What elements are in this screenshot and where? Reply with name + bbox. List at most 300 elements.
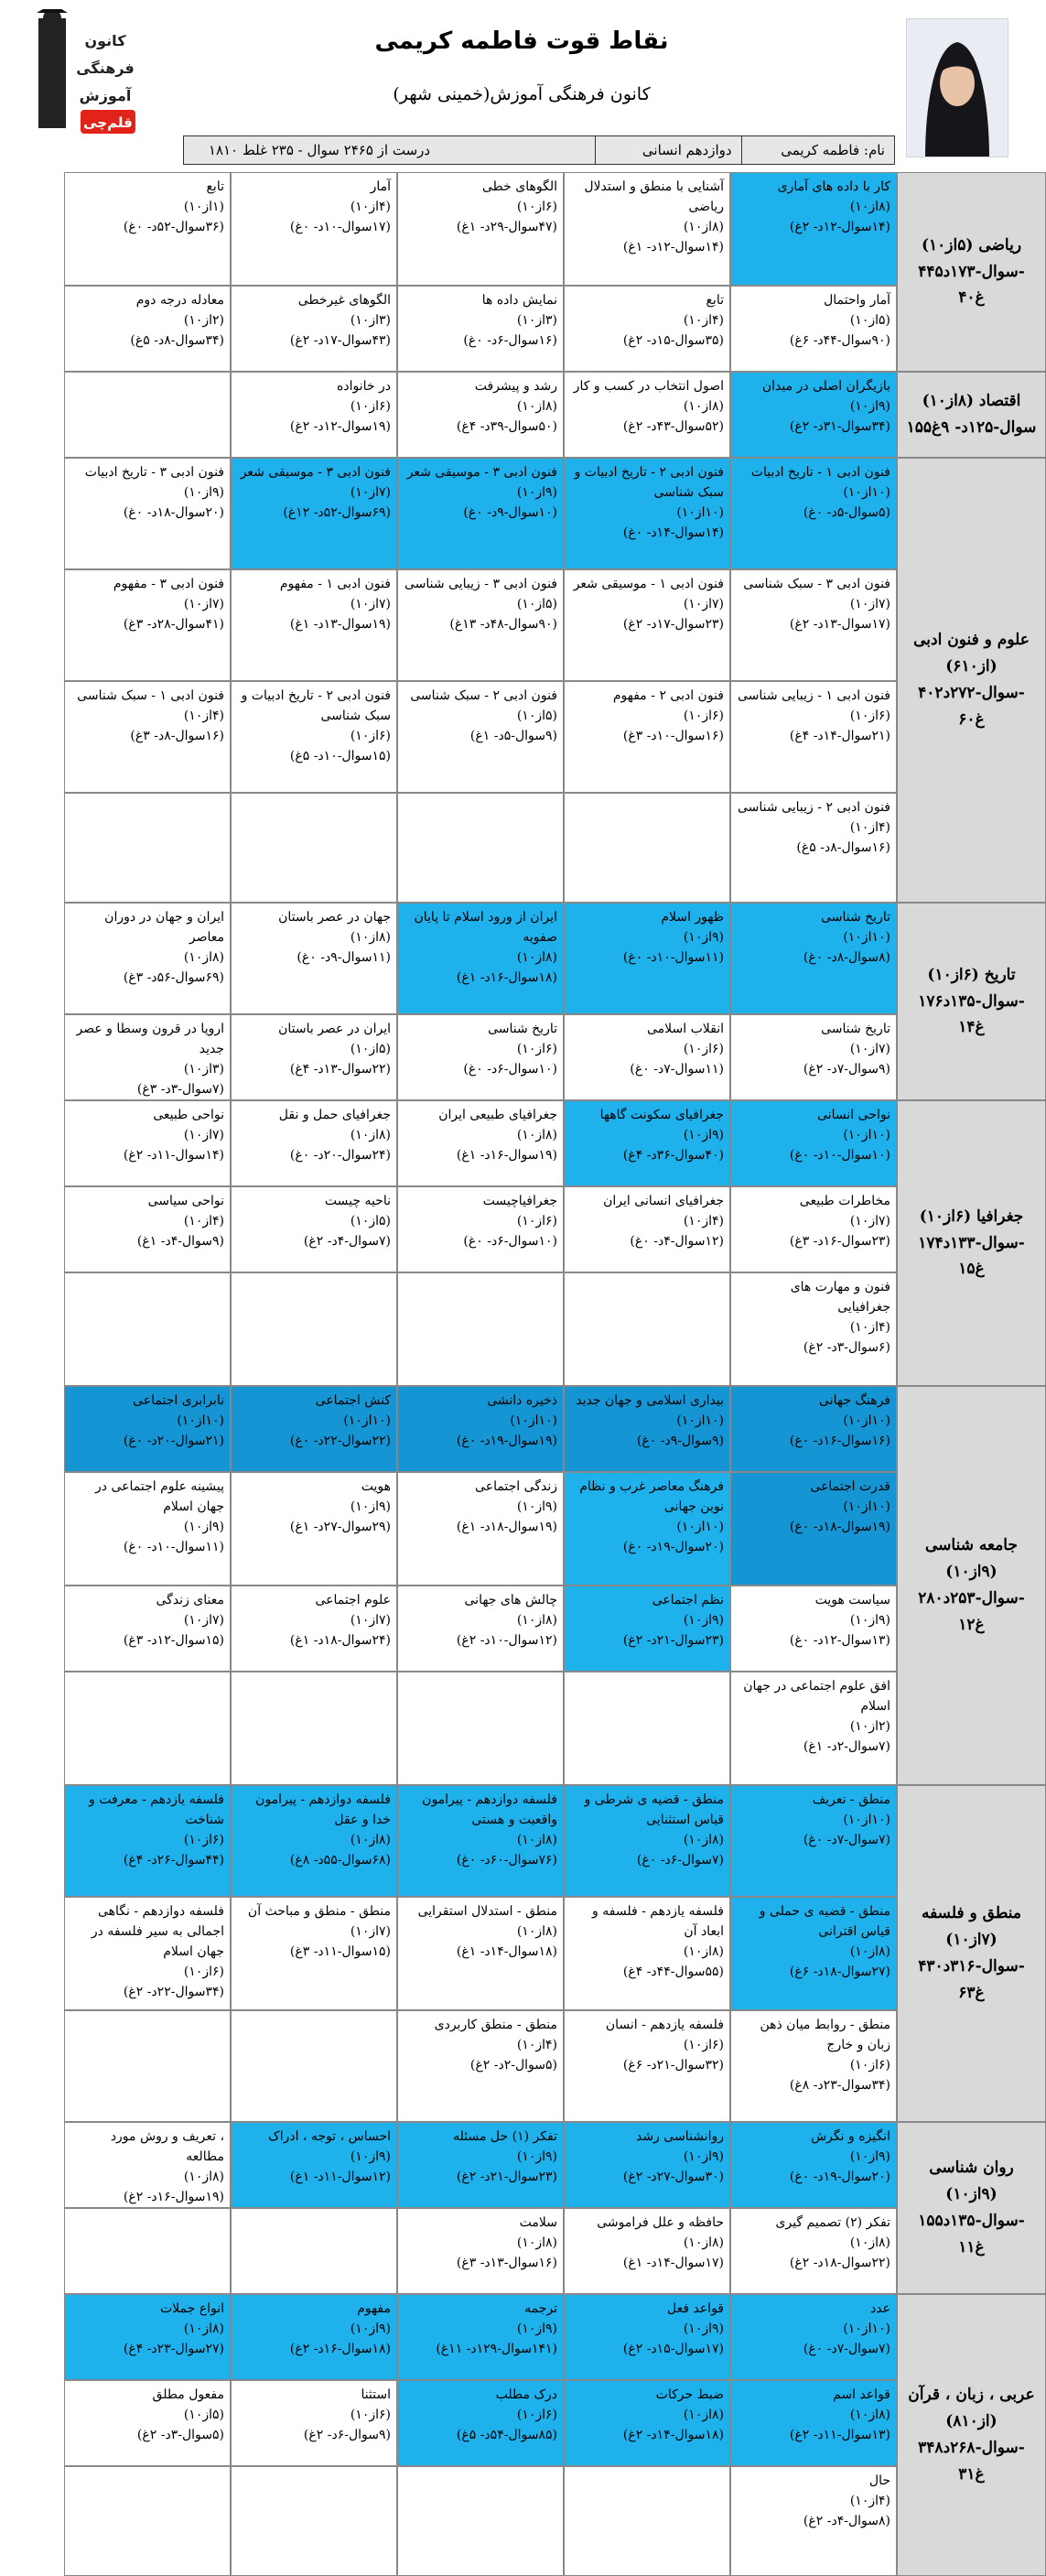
- topic-counts: (۲۳سوال-۱۶د- ۳غ): [789, 1234, 890, 1249]
- empty-cell: [231, 1672, 397, 1785]
- topic-score: (۴از۱۰): [183, 709, 224, 723]
- topic-name: فنون ادبی ۳ - موسیقی شعر: [406, 465, 557, 480]
- topic-counts: (۱۶سوال-۱۶د- ۰غ): [789, 1434, 890, 1448]
- topic-score: (۶از۱۰): [350, 399, 391, 414]
- topic-name: منطق - منطق کاربردی: [434, 2018, 557, 2032]
- topic-cell: [64, 2380, 231, 2466]
- topic-cell: [397, 2294, 564, 2380]
- topic-name: جهان در عصر باستان: [278, 910, 391, 925]
- topic-name: مفهوم: [357, 2301, 391, 2316]
- topic-counts: (۲۲سوال-۲۲د- ۰غ): [289, 1434, 391, 1448]
- topic-score: (۶از۱۰): [516, 2408, 557, 2422]
- topic-cell: [730, 2010, 897, 2122]
- topic-score: (۹از۱۰): [683, 2149, 724, 2164]
- topic-name: ایران و جهان در دوران معاصر: [104, 910, 224, 945]
- topic-cell: [397, 2122, 564, 2208]
- topic-score: (۹از۱۰): [183, 1520, 224, 1534]
- topic-name: ذخیره دانشی: [487, 1393, 557, 1408]
- topic-counts: (۱۴سوال-۱۱د- ۲غ): [123, 1148, 224, 1163]
- topic-cell: [730, 2380, 897, 2466]
- topic-cell: [231, 372, 397, 458]
- topic-name: فرهنگ جهانی: [819, 1393, 890, 1408]
- subject-label: تاریخ (۶از۱۰) ۱۷۶سوال-۱۳۵د- ۱۴غ: [897, 903, 1046, 1100]
- topic-counts: (۹سوال-۹د- ۰غ): [636, 1434, 724, 1448]
- topic-name: ایران در عصر باستان: [278, 1022, 391, 1036]
- empty-cell: [564, 1672, 730, 1785]
- topic-name: معنای زندگی: [156, 1593, 224, 1607]
- topic-counts: (۱۷سوال-۱۵د- ۲غ): [622, 2342, 724, 2356]
- topic-cell: [564, 286, 730, 372]
- topic-cell: [64, 1386, 231, 1472]
- topic-cell: [64, 1586, 231, 1672]
- topic-cell: [730, 172, 897, 286]
- topic-score: (۸از۱۰): [350, 1128, 391, 1142]
- topic-cell: [397, 1897, 564, 2010]
- topic-cell: [231, 569, 397, 681]
- topic-cell: [730, 1272, 897, 1386]
- topic-counts: (۱۸سوال-۱۶د- ۱غ): [456, 970, 557, 985]
- topic-cell: [564, 1785, 730, 1897]
- empty-cell: [231, 2010, 397, 2122]
- topic-counts: (۹سوال-۶د- ۲غ): [303, 2428, 391, 2442]
- topic-counts: (۲۰سوال-۱۸د- ۰غ): [123, 505, 224, 520]
- topic-counts: (۱۹سوال-۱۸د- ۰غ): [789, 1520, 890, 1534]
- topic-counts: (۲۷سوال-۲۳د- ۴غ): [123, 2342, 224, 2356]
- topic-score: (۱۰از۱۰): [343, 1413, 391, 1428]
- topic-counts: (۱۲سوال-۱۰د- ۲غ): [456, 1633, 557, 1648]
- topic-score: (۶از۱۰): [683, 709, 724, 723]
- topic-counts: (۲۰سوال-۱۹د- ۰غ): [622, 1540, 724, 1554]
- topic-name: الگوهای خطی: [482, 179, 557, 194]
- topic-counts: (۱۹سوال-۱۶د- ۱غ): [456, 1148, 557, 1163]
- topic-counts: (۱۹سوال-۱۸د- ۱غ): [456, 1520, 557, 1534]
- subject-label: جامعه شناسی (۹از۱۰) ۲۸۰سوال-۲۵۳د- ۱۲غ: [897, 1386, 1046, 1785]
- topic-cell: [564, 1100, 730, 1186]
- topic-name: قدرت اجتماعی: [810, 1479, 890, 1494]
- topic-name: ترجمه: [524, 2301, 557, 2316]
- topic-name: روانشناسی رشد: [636, 2129, 724, 2144]
- subject-label: ریاضی (۵از۱۰) ۴۴۵سوال-۱۷۳د- ۴۰غ: [897, 172, 1046, 372]
- topic-name: فنون ادبی ۲ - تاریخ ادبیات و سبک شناسی: [241, 688, 391, 723]
- topic-score: (۴از۱۰): [516, 2038, 557, 2052]
- topic-counts: (۹سوال-۵د- ۱غ): [469, 729, 557, 743]
- topic-score: (۳از۱۰): [183, 1062, 224, 1077]
- topic-name: سیاست هویت: [814, 1593, 890, 1607]
- topic-counts: (۲۳سوال-۱۷د- ۲غ): [622, 617, 724, 632]
- topic-score: (۵از۱۰): [516, 597, 557, 612]
- topic-cell: [730, 458, 897, 569]
- subject-label: اقتصاد (۸از۱۰) ۱۵۵سوال-۱۲۵د- ۹غ: [897, 372, 1046, 458]
- topic-cell: [564, 1014, 730, 1100]
- topic-name: الگوهای غیرخطی: [297, 293, 391, 308]
- student-grade: دوازدهم انسانی: [595, 136, 740, 164]
- topic-cell: [397, 1186, 564, 1272]
- topic-score: (۹از۱۰): [350, 2149, 391, 2164]
- topic-cell: [397, 681, 564, 793]
- topic-name: آشنایی با منطق و استدلال ریاضی: [584, 179, 724, 214]
- topic-score: (۱۰از۱۰): [843, 930, 890, 945]
- topic-name: نظم اجتماعی: [652, 1593, 724, 1607]
- topic-counts: (۹سوال-۴د- ۱غ): [136, 1234, 224, 1249]
- topic-counts: (۵۵سوال-۴۴د- ۴غ): [622, 1964, 724, 1979]
- topic-name: انقلاب اسلامی: [647, 1022, 724, 1036]
- topic-counts: (۷سوال-۶د- ۰غ): [636, 1853, 724, 1867]
- topic-score: (۸از۱۰): [683, 1944, 724, 1959]
- topic-name: فنون ادبی ۳ - تاریخ ادبیات: [84, 465, 224, 480]
- topic-name: ضبط حرکات: [655, 2387, 724, 2402]
- topic-name: تاریخ شناسی: [488, 1022, 557, 1036]
- topic-counts: (۱۸سوال-۱۴د- ۲غ): [622, 2428, 724, 2442]
- topic-name: حافظه و علل فراموشی: [597, 2215, 724, 2230]
- topic-name: بازیگران اصلی در میدان: [761, 379, 890, 394]
- topic-cell: [64, 1897, 231, 2010]
- topic-score: (۷از۱۰): [683, 597, 724, 612]
- topic-name: نواحی طبیعی: [153, 1108, 224, 1122]
- topic-score: (۶از۱۰): [516, 200, 557, 214]
- empty-cell: [64, 2466, 231, 2576]
- topic-cell: [564, 2380, 730, 2466]
- topic-name: منطق - قضیه ی حملی و قیاس اقترانی: [759, 1904, 890, 1939]
- topic-counts: (۲۳سوال-۲۱د- ۲غ): [622, 1633, 724, 1648]
- topic-counts: (۲۱سوال-۲۰د- ۰غ): [123, 1434, 224, 1448]
- topic-score: (۲از۱۰): [849, 1719, 890, 1734]
- empty-cell: [64, 1272, 231, 1386]
- topic-score: (۸از۱۰): [849, 2408, 890, 2422]
- topic-name: مخاطرات طبیعی: [799, 1194, 890, 1208]
- topic-name: درک مطلب: [495, 2387, 557, 2402]
- topic-cell: [730, 2122, 897, 2208]
- topic-score: (۴از۱۰): [849, 1320, 890, 1335]
- topic-name: بیداری اسلامی و جهان جدید: [576, 1393, 724, 1408]
- topic-counts: (۷سوال-۷د- ۰غ): [803, 1833, 890, 1847]
- topic-counts: (۵سوال-۲د- ۲غ): [469, 2058, 557, 2073]
- topic-score: (۱۰از۱۰): [843, 1128, 890, 1142]
- topic-counts: (۷سوال-۷د- ۰غ): [803, 2342, 890, 2356]
- topic-cell: [397, 1586, 564, 1672]
- topic-cell: [564, 1897, 730, 2010]
- topic-counts: (۳۴سوال-۲۳د- ۸غ): [789, 2078, 890, 2093]
- topic-name: افق علوم اجتماعی در جهان اسلام: [743, 1679, 890, 1714]
- topic-cell: [231, 1186, 397, 1272]
- topic-score: (۱۰از۱۰): [177, 1413, 224, 1428]
- topic-score: (۹از۱۰): [183, 485, 224, 500]
- topic-cell: [564, 1386, 730, 1472]
- topic-counts: (۷سوال-۳د- ۳غ): [136, 1082, 224, 1097]
- topic-score: (۶از۱۰): [183, 1833, 224, 1847]
- topic-counts: (۱۴سوال-۱۲د- ۱غ): [622, 240, 724, 254]
- topic-counts: (۱۵سوال-۱۰د- ۵غ): [289, 749, 391, 763]
- topic-cell: [564, 2294, 730, 2380]
- topic-score: (۸از۱۰): [183, 2170, 224, 2184]
- topic-score: (۴از۱۰): [683, 313, 724, 328]
- topic-score: (۱۰از۱۰): [676, 1413, 724, 1428]
- topic-cell: [564, 1186, 730, 1272]
- topic-cell: [564, 1472, 730, 1586]
- topic-cell: [231, 1586, 397, 1672]
- empty-cell: [64, 372, 231, 458]
- topic-cell: [397, 2010, 564, 2122]
- topic-name: جغرافیای سکونت گاهها: [599, 1108, 724, 1122]
- topic-score: (۸از۱۰): [350, 930, 391, 945]
- empty-cell: [231, 1272, 397, 1386]
- topic-counts: (۱۴۱سوال-۱۲۹د- ۱۱غ): [436, 2342, 557, 2356]
- topic-score: (۷از۱۰): [350, 1924, 391, 1939]
- topic-score: (۷از۱۰): [350, 1613, 391, 1628]
- topic-score: (۸از۱۰): [683, 2235, 724, 2250]
- topic-cell: [231, 1897, 397, 2010]
- topic-counts: (۱۴سوال-۱۲د- ۲غ): [789, 220, 890, 234]
- topic-counts: (۱۰سوال-۹د- ۰غ): [463, 505, 557, 520]
- topic-name: فلسفه یازدهم - انسان: [605, 2018, 724, 2032]
- topic-counts: (۶۹سوال-۵۲د- ۱۲غ): [283, 505, 391, 520]
- topic-name: فنون ادبی ۱ - سبک شناسی: [77, 688, 224, 703]
- topic-score: (۱۰از۱۰): [676, 505, 724, 520]
- topic-cell: [730, 1386, 897, 1472]
- topic-counts: (۵۰سوال-۳۹د- ۴غ): [456, 419, 557, 434]
- empty-cell: [397, 793, 564, 903]
- subject-label: عربی ، زبان ، قرآن (۸از۱۰) ۳۴۸سوال-۲۶۸د- ۳۱غ: [897, 2294, 1046, 2576]
- topic-score: (۵از۱۰): [350, 1042, 391, 1056]
- topic-name: مفعول مطلق: [152, 2387, 224, 2402]
- topic-score: (۶از۱۰): [516, 1214, 557, 1228]
- topic-counts: (۳۲سوال-۲۱د- ۶غ): [622, 2058, 724, 2073]
- topic-score: (۷از۱۰): [849, 1214, 890, 1228]
- topic-name: ، تعریف و روش مورد مطالعه: [110, 2129, 224, 2164]
- topic-cell: [64, 1785, 231, 1897]
- topic-score: (۸از۱۰): [516, 1613, 557, 1628]
- topic-counts: (۲۱سوال-۱۴د- ۴غ): [789, 729, 890, 743]
- topic-counts: (۱۶سوال-۸د- ۳غ): [130, 729, 224, 743]
- topic-cell: [231, 1785, 397, 1897]
- topic-score: (۶از۱۰): [516, 1042, 557, 1056]
- topic-score: (۸از۱۰): [350, 1833, 391, 1847]
- topic-cell: [64, 1100, 231, 1186]
- topic-counts: (۴۰سوال-۳۶د- ۴غ): [622, 1148, 724, 1163]
- topic-score: (۶از۱۰): [350, 729, 391, 743]
- topic-score: (۴از۱۰): [683, 1214, 724, 1228]
- topic-counts: (۳۰سوال-۲۷د- ۲غ): [622, 2170, 724, 2184]
- topic-name: پیشینه علوم اجتماعی در جهان اسلام: [95, 1479, 224, 1514]
- topic-name: فنون ادبی ۱ - موسیقی شعر: [573, 577, 724, 591]
- topic-score: (۸از۱۰): [516, 1128, 557, 1142]
- empty-cell: [397, 1672, 564, 1785]
- topic-counts: (۱۹سوال-۱۹د- ۰غ): [456, 1434, 557, 1448]
- topic-cell: [397, 2380, 564, 2466]
- topic-counts: (۲۲سوال-۱۳د- ۴غ): [289, 1062, 391, 1077]
- topic-counts: (۵۲سوال-۴۳د- ۲غ): [622, 419, 724, 434]
- topic-cell: [64, 172, 231, 286]
- topic-name: آمار: [370, 179, 391, 194]
- topic-name: ایران از ورود اسلام تا پایان صفویه: [414, 910, 557, 945]
- topic-counts: (۵سوال-۳د- ۲غ): [136, 2428, 224, 2442]
- topic-name: قواعد فعل: [666, 2301, 724, 2316]
- topic-counts: (۴۷سوال-۲۹د- ۱غ): [456, 220, 557, 234]
- topic-counts: (۱۹سوال-۱۲د- ۲غ): [289, 419, 391, 434]
- topic-counts: (۱۵سوال-۱۲د- ۳غ): [123, 1633, 224, 1648]
- topic-counts: (۹۰سوال-۴۸د- ۱۳غ): [449, 617, 557, 632]
- topic-cell: [397, 458, 564, 569]
- topic-score: (۷از۱۰): [849, 597, 890, 612]
- student-name: نام: فاطمه کریمی: [741, 136, 894, 164]
- topic-score: (۹از۱۰): [683, 1613, 724, 1628]
- topic-cell: [564, 2208, 730, 2294]
- topic-cell: [564, 681, 730, 793]
- topic-name: قواعد اسم: [833, 2387, 890, 2402]
- topic-cell: [730, 1100, 897, 1186]
- topic-name: فرهنگ معاصر غرب و نظام نوین جهانی: [579, 1479, 724, 1514]
- topic-score: (۶از۱۰): [683, 1042, 724, 1056]
- topic-cell: [730, 2466, 897, 2576]
- topic-name: تاریخ شناسی: [821, 910, 890, 925]
- topic-score: (۸از۱۰): [516, 399, 557, 414]
- topic-cell: [564, 2010, 730, 2122]
- topic-counts: (۱۰سوال-۱۰د- ۰غ): [789, 1148, 890, 1163]
- topic-cell: [397, 1014, 564, 1100]
- empty-cell: [231, 793, 397, 903]
- topic-name: ناحیه چیست: [324, 1194, 391, 1208]
- topic-score: (۴از۱۰): [350, 200, 391, 214]
- topic-counts: (۸سوال-۴د- ۲غ): [803, 2514, 890, 2528]
- empty-cell: [397, 2466, 564, 2576]
- topic-name: کار با داده های آماری: [777, 179, 890, 194]
- topic-cell: [231, 681, 397, 793]
- topic-counts: (۸۵سوال-۵۴د- ۵غ): [456, 2428, 557, 2442]
- topic-counts: (۱۲سوال-۴د- ۰غ): [630, 1234, 724, 1249]
- topic-name: تابع: [206, 179, 224, 194]
- topic-counts: (۱۱سوال-۱۰د- ۰غ): [622, 950, 724, 965]
- topic-name: تابع: [706, 293, 724, 308]
- topic-cell: [231, 286, 397, 372]
- topic-score: (۳از۱۰): [516, 313, 557, 328]
- topic-counts: (۴۴سوال-۲۶د- ۴غ): [123, 1853, 224, 1867]
- topic-score: (۴از۱۰): [849, 2494, 890, 2508]
- topic-score: (۶از۱۰): [849, 709, 890, 723]
- report-header: [0, 0, 1046, 170]
- topic-name: عدد: [870, 2301, 890, 2316]
- topic-counts: (۶سوال-۳د- ۲غ): [803, 1340, 890, 1355]
- logo-line-2: فرهنگی: [76, 60, 135, 77]
- logo-line-4: قلم‌چی: [83, 114, 133, 131]
- topic-score: (۶از۱۰): [350, 2408, 391, 2422]
- topic-cell: [231, 1100, 397, 1186]
- topic-cell: [64, 286, 231, 372]
- topic-name: جغرافیای طبیعی ایران: [438, 1108, 557, 1122]
- topic-name: انگیزه و نگرش: [811, 2129, 890, 2144]
- topic-cell: [564, 372, 730, 458]
- topic-counts: (۲۹سوال-۲۷د- ۱غ): [289, 1520, 391, 1534]
- topic-name: فنون ادبی ۱ - مفهوم: [279, 577, 391, 591]
- topic-score: (۱۰از۱۰): [843, 2322, 890, 2336]
- topic-cell: [64, 681, 231, 793]
- topic-score: (۵از۱۰): [516, 709, 557, 723]
- topic-score: (۶از۱۰): [183, 1964, 224, 1979]
- topic-score: (۸از۱۰): [849, 200, 890, 214]
- topic-name: رشد و پیشرفت: [474, 379, 557, 394]
- subject-label: منطق و فلسفه (۷از۱۰) ۴۳۰سوال-۳۱۶د- ۶۳غ: [897, 1785, 1046, 2122]
- topic-cell: [730, 372, 897, 458]
- topic-counts: (۱۱سوال-۱۰د- ۰غ): [123, 1540, 224, 1554]
- topic-cell: [397, 569, 564, 681]
- topic-counts: (۳۶سوال-۵۲د- ۰غ): [123, 220, 224, 234]
- topic-score: (۹از۱۰): [849, 399, 890, 414]
- empty-cell: [397, 1272, 564, 1386]
- topic-cell: [730, 1014, 897, 1100]
- topic-name: منطق - منطق و مباحث آن: [247, 1904, 391, 1919]
- topic-name: فنون ادبی ۳ - موسیقی شعر: [240, 465, 391, 480]
- topic-counts: (۱۶سوال-۱۳د- ۳غ): [456, 2256, 557, 2270]
- topic-score: (۸از۱۰): [516, 950, 557, 965]
- topic-score: (۸از۱۰): [183, 950, 224, 965]
- logo-line-1: کانون: [84, 32, 126, 49]
- empty-cell: [564, 1272, 730, 1386]
- topic-score: (۸از۱۰): [849, 1944, 890, 1959]
- topic-cell: [730, 1186, 897, 1272]
- student-photo: [906, 18, 1008, 157]
- topic-score: (۹از۱۰): [516, 485, 557, 500]
- topic-name: اصول انتخاب در کسب و کار: [573, 379, 724, 394]
- topic-cell: [397, 372, 564, 458]
- topic-name: در خانواده: [337, 379, 391, 394]
- topic-counts: (۲۴سوال-۱۸د- ۱غ): [289, 1633, 391, 1648]
- topic-score: (۵از۱۰): [849, 313, 890, 328]
- topic-name: زندگی اجتماعی: [475, 1479, 557, 1494]
- empty-cell: [231, 2208, 397, 2294]
- topic-score: (۷از۱۰): [849, 1042, 890, 1056]
- topic-cell: [564, 903, 730, 1014]
- topic-cell: [64, 458, 231, 569]
- topic-counts: (۱۷سوال-۱۳د- ۲غ): [789, 617, 890, 632]
- topic-counts: (۹۰سوال-۴۴د- ۶غ): [789, 333, 890, 348]
- topic-counts: (۱۹سوال-۱۶د- ۲غ): [123, 2190, 224, 2204]
- topic-cell: [231, 1472, 397, 1586]
- topic-score: (۱۰از۱۰): [510, 1413, 557, 1428]
- topic-name: تفکر (۱) حل مسئله: [453, 2129, 557, 2144]
- topic-cell: [231, 2122, 397, 2208]
- topic-name: نابرابری اجتماعی: [133, 1393, 224, 1408]
- topic-cell: [730, 286, 897, 372]
- topic-name: چالش های جهانی: [464, 1593, 557, 1607]
- topic-cell: [730, 681, 897, 793]
- topic-name: منطق - قضیه ی شرطی و قیاس استثنایی: [584, 1792, 724, 1827]
- topic-counts: (۲۳سوال-۲۱د- ۲غ): [456, 2170, 557, 2184]
- topic-counts: (۱۴سوال-۱۴د- ۰غ): [622, 525, 724, 540]
- topic-name: جغرافیای حمل و نقل: [278, 1108, 391, 1122]
- topic-name: جغرافیاچیست: [482, 1194, 557, 1208]
- topic-name: فنون ادبی ۲ - مفهوم: [612, 688, 724, 703]
- topic-name: فنون ادبی ۱ - تاریخ ادبیات: [750, 465, 890, 480]
- subject-label: روان شناسی (۹از۱۰) ۱۵۵سوال-۱۳۵د- ۱۱غ: [897, 2122, 1046, 2294]
- strengths-table: [9, 172, 1046, 2558]
- topic-score: (۹از۱۰): [683, 930, 724, 945]
- topic-cell: [730, 2294, 897, 2380]
- topic-score: (۶از۱۰): [849, 2058, 890, 2073]
- topic-name: فلسفه دوازدهم - پیرامون واقعیت و هستی: [422, 1792, 557, 1827]
- topic-cell: [397, 1100, 564, 1186]
- topic-name: کنش اجتماعی: [315, 1393, 391, 1408]
- topic-cell: [730, 1472, 897, 1586]
- topic-cell: [231, 903, 397, 1014]
- topic-cell: [564, 1586, 730, 1672]
- topic-score: (۴از۱۰): [183, 1214, 224, 1228]
- topic-counts: (۲۰سوال-۱۹د- ۰غ): [789, 2170, 890, 2184]
- topic-name: تفکر (۲) تصمیم گیری: [775, 2215, 890, 2230]
- topic-score: (۸از۱۰): [516, 1833, 557, 1847]
- topic-counts: (۱۲سوال-۱۱د- ۱غ): [289, 2170, 391, 2184]
- topic-name: اروپا در قرون وسطا و عصر جدید: [76, 1022, 224, 1056]
- topic-name: تاریخ شناسی: [821, 1022, 890, 1036]
- subject-label: جغرافیا (۶از۱۰) ۱۷۴سوال-۱۳۳د- ۱۵غ: [897, 1100, 1046, 1386]
- topic-cell: [397, 1386, 564, 1472]
